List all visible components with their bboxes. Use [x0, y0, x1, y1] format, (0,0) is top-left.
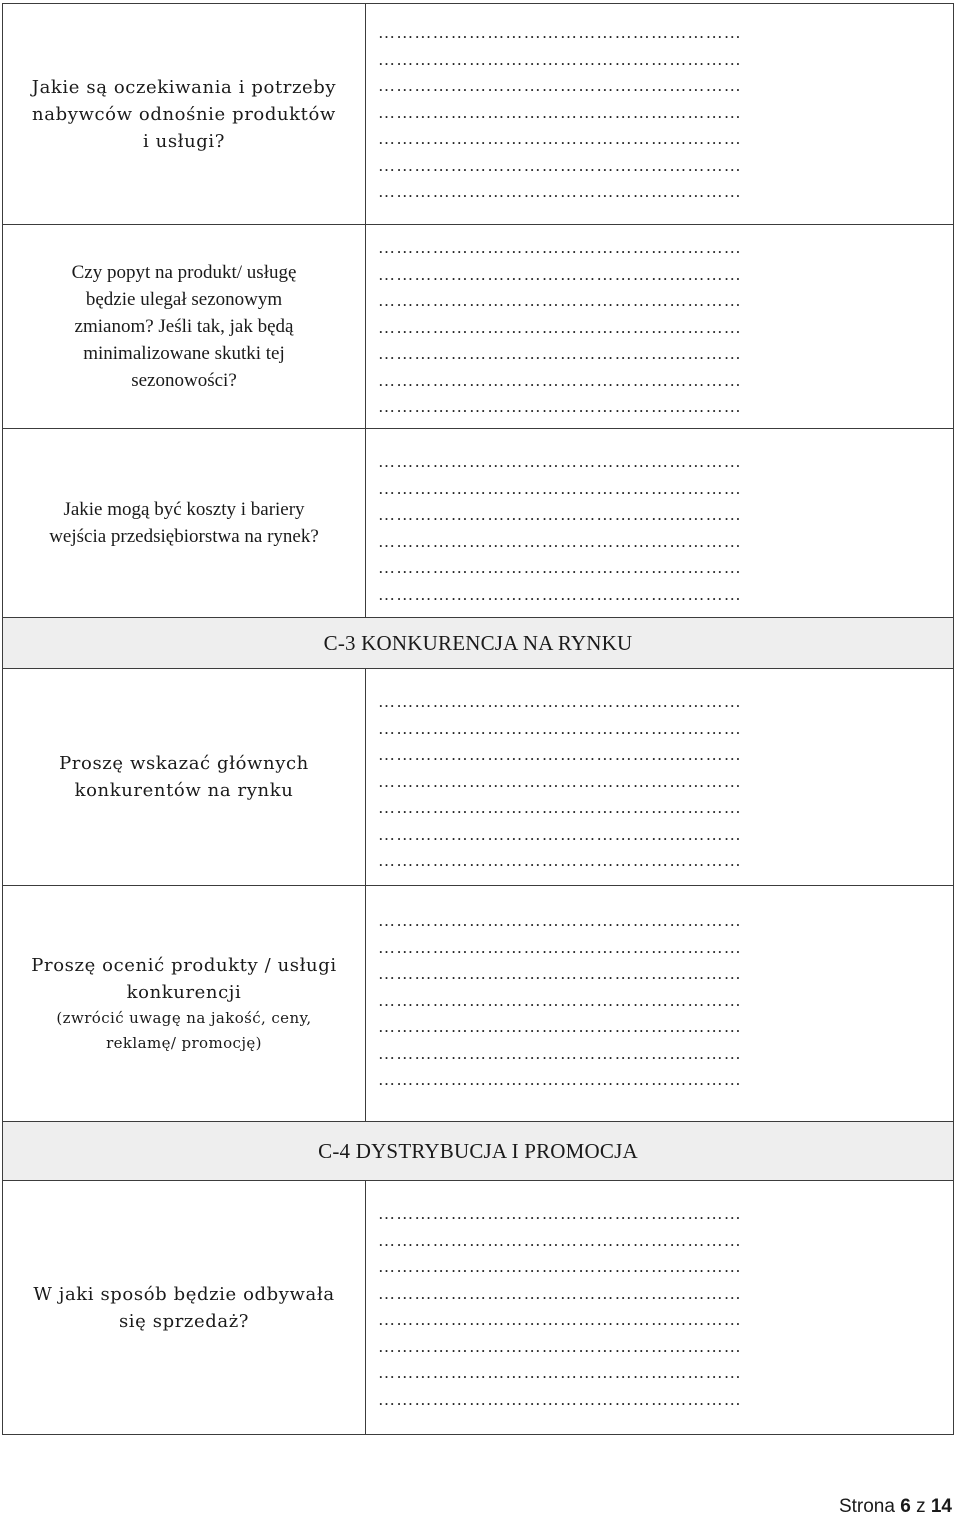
dotted-answer-line: ……………………………………………………	[378, 937, 742, 957]
answer-field[interactable]	[366, 886, 954, 1122]
current-page: 6	[900, 1496, 911, 1517]
question-label	[3, 886, 366, 1122]
dotted-answer-line: ……………………………………………………	[378, 155, 742, 175]
dotted-answer-line: ……………………………………………………	[378, 1070, 742, 1089]
section-header-c4	[3, 1122, 954, 1181]
dotted-answer-line: ……………………………………………………	[378, 76, 742, 95]
dotted-answer-line: ……………………………………………………	[378, 531, 742, 551]
question-note-line: (zwrócić uwagę na jakość, ceny,	[56, 1008, 312, 1027]
dotted-answer-line: ……………………………………………………	[378, 102, 742, 122]
dotted-answer-line: ……………………………………………………	[378, 990, 742, 1010]
question-text-line: zmianom? Jeśli tak, jak będą	[74, 316, 294, 337]
dotted-answer-line: ……………………………………………………	[378, 1389, 742, 1409]
dotted-answer-line: ……………………………………………………	[378, 23, 742, 42]
dotted-answer-line: ……………………………………………………	[378, 1363, 742, 1382]
dotted-answer-line: ……………………………………………………	[378, 264, 742, 284]
question-label	[3, 225, 366, 429]
dotted-answer-line: ……………………………………………………	[378, 824, 742, 844]
dotted-answer-line: ……………………………………………………	[378, 182, 742, 201]
question-text-line: Proszę ocenić produkty / usługi	[31, 954, 337, 976]
dotted-answer-line: ……………………………………………………	[378, 452, 742, 471]
question-text-line: sezonowości?	[131, 370, 237, 391]
question-row-seasonality	[3, 225, 954, 429]
dotted-answer-line: ……………………………………………………	[378, 851, 742, 870]
dotted-answer-line: ……………………………………………………	[378, 1283, 742, 1303]
dotted-answer-line: ……………………………………………………	[378, 129, 742, 148]
question-row-competitor-evaluation	[3, 886, 954, 1122]
dotted-answer-line: ……………………………………………………	[378, 1257, 742, 1276]
question-text-line: konkurencji	[126, 981, 242, 1003]
question-text-line: konkurentów na rynku	[74, 780, 294, 801]
question-row-needs	[3, 4, 954, 225]
question-label	[3, 4, 366, 225]
section-header-c3	[3, 618, 954, 669]
dotted-answer-line: ……………………………………………………	[378, 49, 742, 69]
dotted-answer-line: ……………………………………………………	[378, 798, 742, 817]
section-title: C-3 KONKURENCJA NA RYNKU	[3, 618, 954, 669]
dotted-answer-line: ……………………………………………………	[378, 317, 742, 337]
question-text-line: się sprzedaż?	[118, 1310, 250, 1332]
question-text-line: wejścia przedsiębiorstwa na rynek?	[49, 526, 319, 547]
answer-field[interactable]	[366, 429, 954, 618]
dotted-answer-line: ……………………………………………………	[378, 344, 742, 363]
section-title: C-4 DYSTRYBUCJA I PROMOCJA	[3, 1122, 954, 1181]
dotted-answer-line: ……………………………………………………	[378, 478, 742, 498]
question-label	[3, 1181, 366, 1435]
dotted-answer-line: ……………………………………………………	[378, 397, 742, 416]
answer-field[interactable]	[366, 225, 954, 429]
question-text-line: Proszę wskazać głównych	[59, 753, 309, 774]
page-label: Strona	[838, 1496, 895, 1517]
question-row-sales-method	[3, 1181, 954, 1435]
dotted-answer-line: ……………………………………………………	[378, 1310, 742, 1329]
question-text-line: Jakie mogą być koszty i bariery	[63, 499, 305, 520]
total-pages: 14	[930, 1496, 952, 1517]
dotted-answer-line: ……………………………………………………	[378, 1230, 742, 1250]
dotted-answer-line: ……………………………………………………	[378, 1017, 742, 1036]
question-text-line: Czy popyt na produkt/ usługę	[71, 262, 297, 283]
question-label	[3, 669, 366, 886]
dotted-answer-line: ……………………………………………………	[378, 718, 742, 738]
question-text-line: nabywców odnośnie produktów	[32, 103, 336, 125]
question-text-line: i usługi?	[142, 130, 226, 152]
dotted-answer-line: ……………………………………………………	[378, 1336, 742, 1356]
question-row-barriers	[3, 429, 954, 618]
answer-field[interactable]	[366, 4, 954, 225]
question-label	[3, 429, 366, 618]
dotted-answer-line: ……………………………………………………	[378, 558, 742, 577]
answer-field[interactable]	[366, 1181, 954, 1435]
question-text-line: Jakie są oczekiwania i potrzeby	[31, 76, 337, 98]
dotted-answer-line: ……………………………………………………	[378, 1204, 742, 1223]
question-text-line: minimalizowane skutki tej	[83, 343, 285, 364]
dotted-answer-line: ……………………………………………………	[378, 1043, 742, 1063]
question-text-line: będzie ulegał sezonowym	[85, 289, 283, 310]
dotted-answer-line: ……………………………………………………	[378, 238, 742, 257]
business-plan-form-table	[2, 3, 954, 1435]
page-number	[839, 1496, 952, 1518]
dotted-answer-line: ……………………………………………………	[378, 911, 742, 930]
dotted-answer-line: ……………………………………………………	[378, 584, 742, 604]
dotted-answer-line: ……………………………………………………	[378, 692, 742, 711]
dotted-answer-line: ……………………………………………………	[378, 745, 742, 764]
dotted-answer-line: ……………………………………………………	[378, 964, 742, 983]
dotted-answer-line: ……………………………………………………	[378, 771, 742, 791]
page-separator: z	[916, 1496, 926, 1517]
question-note-line: reklamę/ promocję)	[106, 1033, 262, 1052]
dotted-answer-line: ……………………………………………………	[378, 505, 742, 524]
dotted-answer-line: ……………………………………………………	[378, 370, 742, 390]
question-text-line: W jaki sposób będzie odbywała	[33, 1283, 335, 1305]
answer-field[interactable]	[366, 669, 954, 886]
dotted-answer-line: ……………………………………………………	[378, 291, 742, 310]
question-row-competitors	[3, 669, 954, 886]
